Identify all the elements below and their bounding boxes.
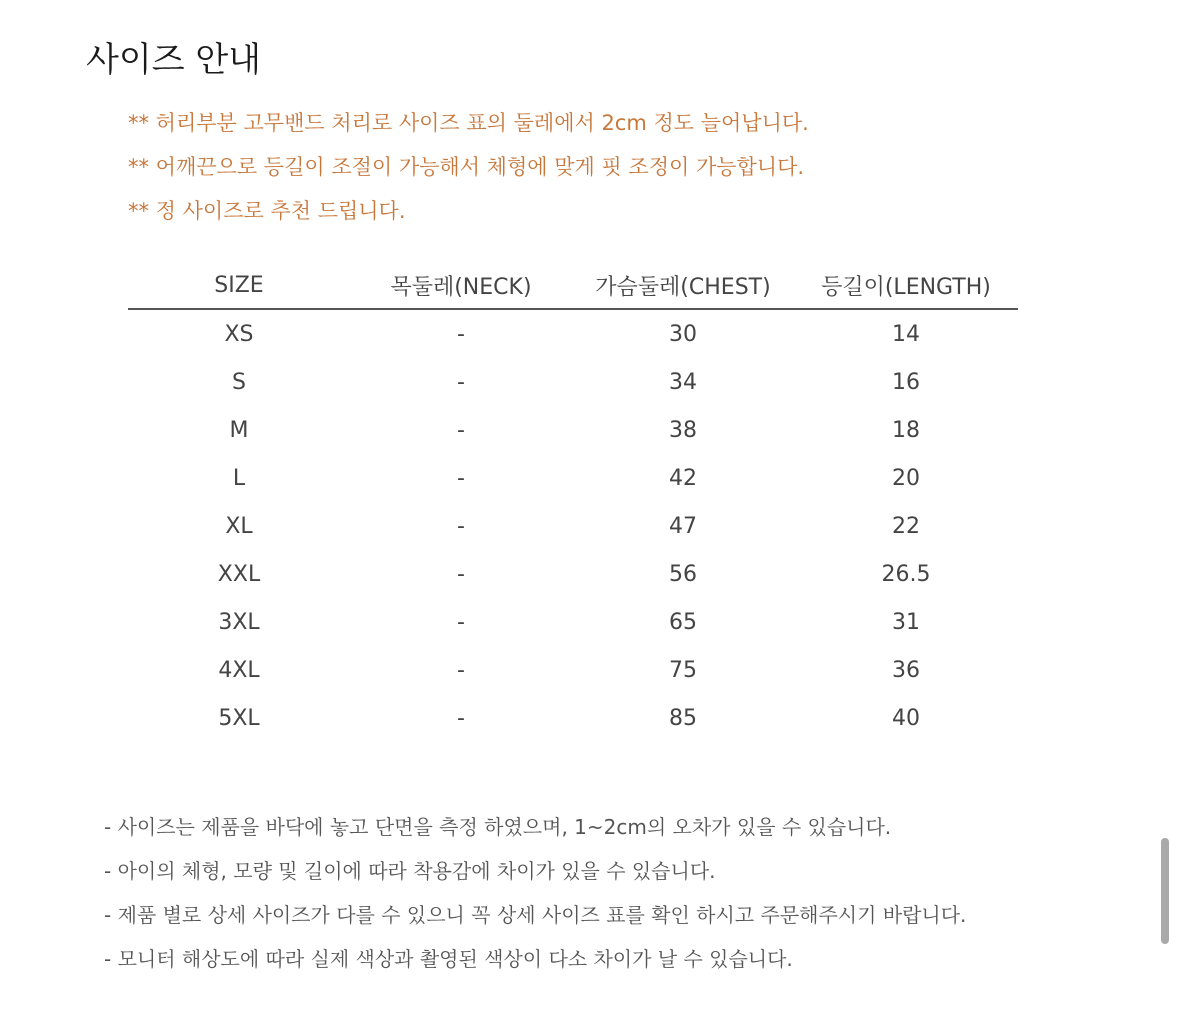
cell-chest: 75	[669, 657, 697, 683]
cell-chest: 34	[669, 369, 697, 395]
cell-size: XL	[225, 513, 253, 539]
note-item: ** 허리부분 고무밴드 처리로 사이즈 표의 둘레에서 2cm 정도 늘어납니다.	[128, 111, 809, 135]
table-row	[128, 454, 1018, 502]
cell-size: M	[229, 417, 249, 443]
disclaimer-item: - 모니터 해상도에 따라 실제 색상과 촬영된 색상이 다소 차이가 날 수 있습니다.	[104, 947, 793, 971]
cell-chest: 65	[669, 609, 697, 635]
note-item: ** 정 사이즈로 추천 드립니다.	[128, 199, 406, 223]
cell-length: 14	[892, 321, 920, 347]
cell-neck: -	[457, 609, 465, 635]
table-row	[128, 502, 1018, 550]
size-notes	[128, 108, 809, 240]
cell-chest: 42	[669, 465, 697, 491]
disclaimer-item: - 아이의 체형, 모량 및 길이에 따라 착용감에 차이가 있을 수 있습니다.	[104, 859, 716, 883]
cell-size: 3XL	[218, 609, 260, 635]
table-row	[128, 309, 1018, 358]
cell-size: S	[232, 369, 246, 395]
header-neck: 목둘레(NECK)	[350, 262, 572, 309]
disclaimer-item: - 제품 별로 상세 사이즈가 다를 수 있으니 꼭 상세 사이즈 표를 확인 하시고 주문해주시기 바랍니다.	[104, 903, 967, 927]
cell-length: 26.5	[881, 561, 931, 587]
cell-neck: -	[457, 321, 465, 347]
cell-neck: -	[457, 513, 465, 539]
header-length: 등길이(LENGTH)	[794, 262, 1018, 309]
cell-neck: -	[457, 657, 465, 683]
note-item: ** 어깨끈으로 등길이 조절이 가능해서 체형에 맞게 핏 조정이 가능합니다.	[128, 155, 805, 179]
disclaimer-item: - 사이즈는 제품을 바닥에 놓고 단면을 측정 하였으며, 1~2cm의 오차가 있을 수 있습니다.	[104, 815, 892, 839]
scrollbar-thumb[interactable]	[1161, 838, 1169, 944]
header-chest: 가슴둘레(CHEST)	[572, 262, 794, 309]
cell-neck: -	[457, 369, 465, 395]
disclaimer-list	[104, 812, 966, 988]
cell-neck: -	[457, 417, 465, 443]
cell-size: 5XL	[218, 705, 260, 731]
cell-chest: 30	[669, 321, 697, 347]
cell-length: 18	[892, 417, 920, 443]
cell-neck: -	[457, 561, 465, 587]
size-table	[128, 262, 1018, 742]
cell-length: 20	[892, 465, 920, 491]
table-row	[128, 358, 1018, 406]
cell-length: 40	[892, 705, 920, 731]
page-title: 사이즈 안내	[86, 40, 262, 80]
cell-size: 4XL	[218, 657, 260, 683]
cell-length: 36	[892, 657, 920, 683]
cell-neck: -	[457, 465, 465, 491]
header-size: SIZE	[128, 262, 350, 309]
table-row	[128, 406, 1018, 454]
cell-length: 16	[892, 369, 920, 395]
cell-size: XS	[224, 321, 254, 347]
cell-chest: 47	[669, 513, 697, 539]
cell-neck: -	[457, 705, 465, 731]
table-row	[128, 646, 1018, 694]
cell-size: L	[232, 465, 246, 491]
table-row	[128, 694, 1018, 742]
cell-chest: 38	[669, 417, 697, 443]
cell-length: 31	[892, 609, 920, 635]
table-header-row	[128, 262, 1018, 309]
cell-length: 22	[892, 513, 920, 539]
cell-size: XXL	[217, 561, 261, 587]
cell-chest: 56	[669, 561, 697, 587]
table-row	[128, 598, 1018, 646]
cell-chest: 85	[669, 705, 697, 731]
table-row	[128, 550, 1018, 598]
